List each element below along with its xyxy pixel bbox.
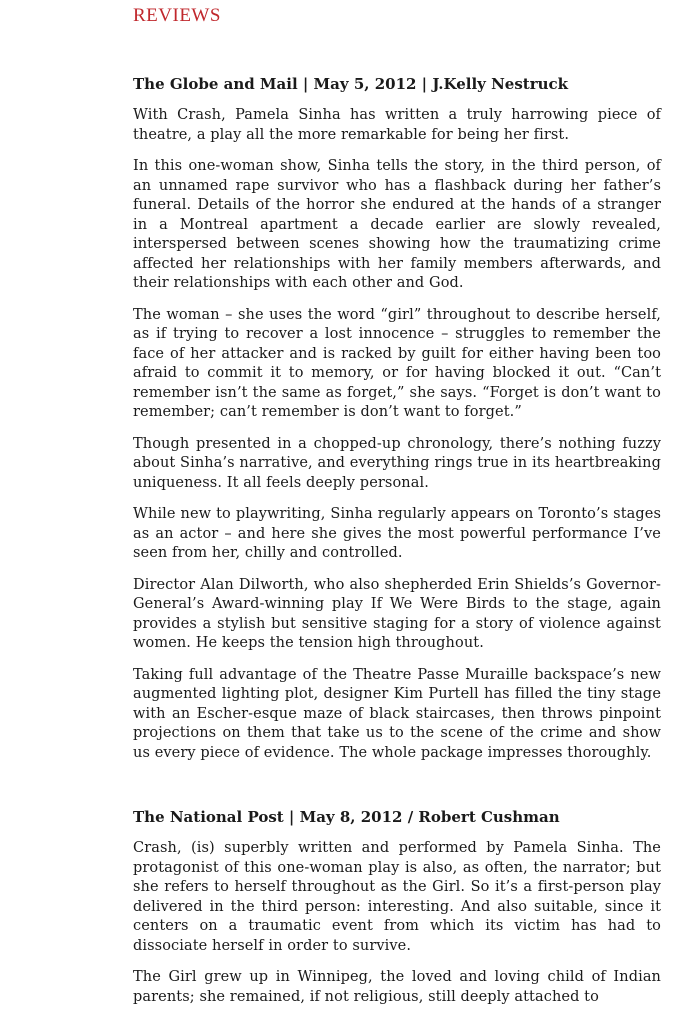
review-national-post: [133, 807, 661, 1007]
review-paragraph: The Girl grew up in Winnipeg, the loved and loving child of Indian parents; she remained, if not religious, still deeply attached to: [133, 969, 661, 1005]
reviews-page: [133, 0, 661, 1007]
review-paragraph: While new to playwriting, Sinha regularly appears on Toronto’s stages as an actor – and here she gives the most powerful performance I’ve seen from her, chilly and controlled.: [133, 506, 661, 561]
review-paragraph: Taking full advantage of the Theatre Passe Muraille backspace’s new augmented lighting plot, designer Kim Purtell has filled the tiny stage with an Escher-esque maze of black staircases, then throws pinpoint projections on them that take us to the scene of the crime and show us every piece of evidence. The whole package impresses thoroughly.: [133, 666, 661, 761]
review-paragraph: Crash, (is) superbly written and performed by Pamela Sinha. The protagonist of this one-woman play is also, as often, the narrator; but she refers to herself throughout as the Girl. So it’s a first-person play delivered in the third person: interesting. And also suitable, since it centers on a traumatic event from which its victim has had to dissociate herself in order to survive.: [133, 840, 661, 954]
review-paragraph: Director Alan Dilworth, who also shepherded Erin Shields’s Governor-General’s Award-winning play If We Were Birds to the stage, again provides a stylish but sensitive staging for a story of violence against women. He keeps the tension high throughout.: [133, 576, 661, 651]
review-paragraph: In this one-woman show, Sinha tells the story, in the third person, of an unnamed rape survivor who has a flashback during her father’s funeral. Details of the horror she endured at the hands of a stranger in a Montreal apartment a decade earlier are slowly revealed, interspersed between scenes showing how the traumatizing crime affected her relationships with her family members afterwards, and their relationships with each other and God.: [133, 158, 661, 291]
review-paragraph: With Crash, Pamela Sinha has written a truly harrowing piece of theatre, a play all the more remarkable for being her first.: [133, 107, 661, 143]
review-globe-and-mail: [133, 74, 661, 763]
section-title: REVIEWS: [133, 5, 221, 26]
review-paragraph: The woman – she uses the word “girl” throughout to describe herself, as if trying to recover a lost innocence – struggles to remember the face of her attacker and is racked by guilt for either having been too afraid to commit it to memory, or for having blocked it out. “Can’t remember isn’t the same as forget,” she says. “Forget is don’t want to remember; can’t remember is don’t want to forget.”: [133, 306, 661, 420]
review-heading: The Globe and Mail | May 5, 2012 | J.Kelly Nestruck: [133, 75, 569, 93]
review-paragraph: Though presented in a chopped-up chronology, there’s nothing fuzzy about Sinha’s narrative, and everything rings true in its heartbreaking uniqueness. It all feels deeply personal.: [133, 435, 661, 491]
review-heading: The National Post | May 8, 2012 / Robert Cushman: [133, 808, 560, 826]
